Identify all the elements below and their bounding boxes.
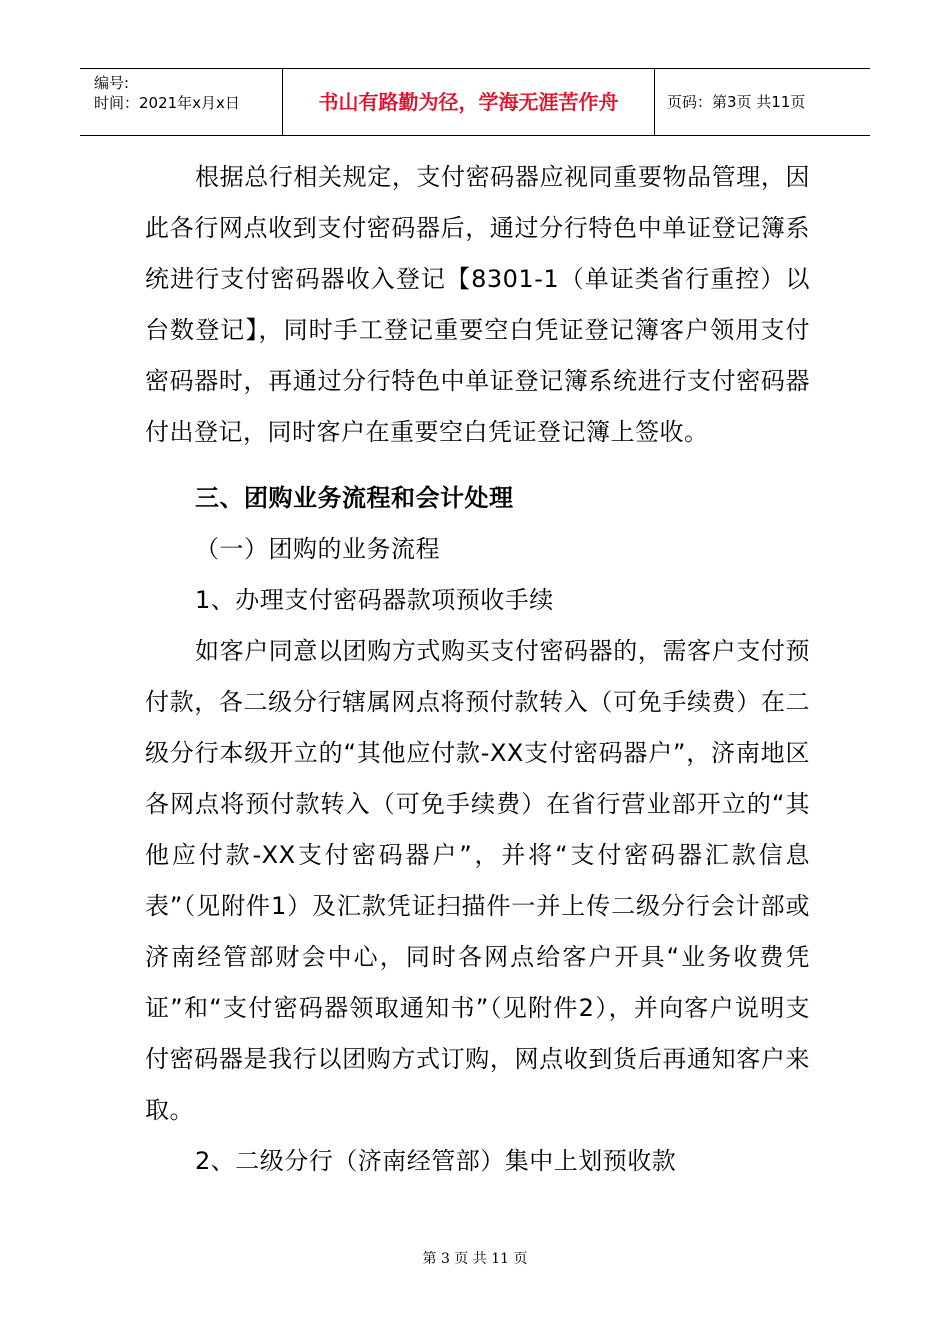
header-meta: [80, 69, 282, 135]
paragraph-prepayment: 如客户同意以团购方式购买支付密码器的，需客户支付预付款，各二级分行辖属网点将预付款转入（可免手续费）在二级分行本级开立的“其他应付款-XX支付密码器户”，济南地区各网点将预付款转入（可免手续费）在省行营业部开立的“其他应付款-XX支付密码器户”，并将“支付密码器汇款信息表”（见附件1）及汇款凭证扫描件一并上传二级分行会计部或济南经管部财会中心，同时各网点给客户开具“业务收费凭证”和“支付密码器领取通知书”（见附件2），并向客户说明支付密码器是我行以团购方式订购，网点收到货后再通知客户来取。: [145, 637, 810, 1124]
document-header: [80, 68, 870, 136]
section-heading-group-purchase: 三、团购业务流程和会计处理: [195, 484, 514, 512]
subsection-heading-workflow: （一）团购的业务流程: [195, 535, 440, 563]
paragraph-management-rules: 根据总行相关规定，支付密码器应视同重要物品管理，因此各行网点收到支付密码器后，通过分行特色中单证登记簿系统进行支付密码器收入登记【8301-1（单证类省行重控）以台数登记】，同时手工登记重要空白凭证登记簿客户领用支付密码器时，再通过分行特色中单证登记簿系统进行支付密码器付出登记，同时客户在重要空白凭证登记簿上签收。: [145, 163, 810, 446]
step-heading-2: 2、二级分行（济南经管部）集中上划预收款: [195, 1147, 677, 1175]
page-footer: 第 3 页 共 11 页: [422, 1251, 528, 1267]
header-page-info: 页码：第3页 共11页: [667, 93, 806, 111]
document-body: [145, 152, 810, 1187]
document-date: 时间：2021年x月x日: [94, 94, 240, 112]
document-number-label: 编号:: [94, 74, 130, 92]
step-heading-1: 1、办理支付密码器款项预收手续: [195, 586, 554, 614]
header-motto: 书山有路勤为径，学海无涯苦作舟: [282, 69, 655, 135]
